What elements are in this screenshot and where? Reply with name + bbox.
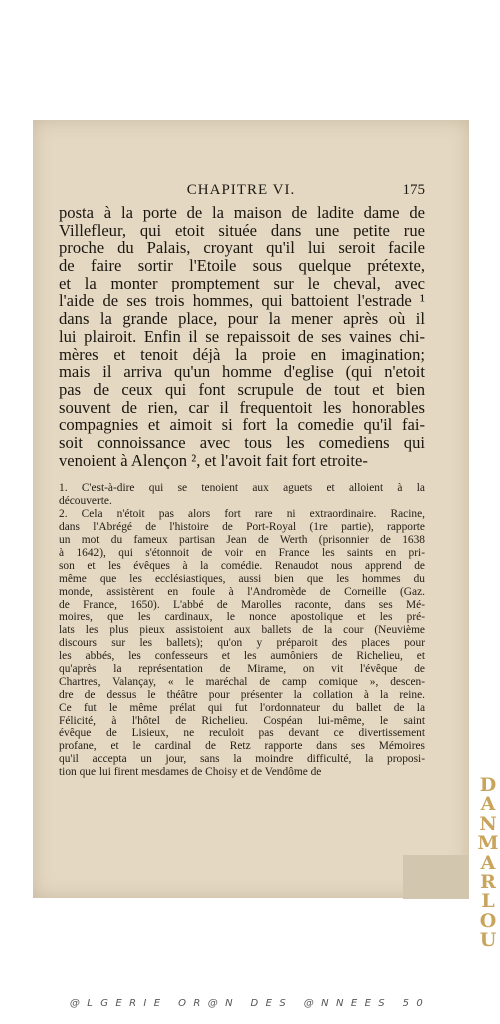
- text-line: dans la grande place, pour la mener après où il: [59, 310, 425, 328]
- text-line: Villefleur, qui etoit située dans une petite rue: [59, 221, 425, 240]
- footnotes: [59, 482, 425, 779]
- text-line: de faire sortir l'Etoile sous quelque prétexte,: [59, 257, 425, 275]
- footnote-line: dans l'Abrégé de l'histoire de Port-Royal (1re partie), rapporte: [59, 521, 425, 534]
- footnote-line: évêque de Lisieux, ne reculoit pas devant ce divertissement: [59, 727, 425, 740]
- footnote-line: dre de dessus le théâtre pour présenter la collation à la reine.: [59, 688, 425, 701]
- watermark-letter: O: [479, 909, 497, 932]
- footnote-line: découverte.: [59, 494, 112, 507]
- footnote-line: son et les évêques à la comédie. Renaudot nous apprend de: [59, 559, 425, 572]
- footnote-line: qu'il accepta un jour, sans la moindre difficulté, la proposi-: [59, 753, 425, 766]
- watermark-letter: N: [479, 812, 497, 835]
- footnote-line: Ce fut le même prélat qui fut l'ordonnateur du ballet de la: [59, 701, 425, 714]
- watermark-letter: A: [480, 793, 496, 816]
- footnote-line: moires, que les cardinaux, le nonce apostolique et les pré-: [59, 611, 425, 624]
- chapter-title: CHAPITRE VI.: [186, 182, 296, 198]
- watermark-letter: D: [479, 774, 497, 796]
- footnote-line: lats les plus pieux assistoient aux ballets de la cour (Neuvième: [59, 624, 425, 637]
- watermark-letter: A: [480, 851, 496, 874]
- text-line: lui plairoit. Enfin il se repaissoit de ses vaines chi-: [59, 327, 425, 346]
- text-line: mais il arriva qu'un homme d'eglise (qui n'etoit: [59, 363, 425, 381]
- watermark-vertical: [477, 776, 499, 951]
- footnote-line: profane, et le cardinal de Retz rapporte dans ses Mémoires: [59, 740, 425, 753]
- book-page: [33, 120, 469, 898]
- watermark-letter: U: [479, 929, 497, 952]
- footnote-line: 2. Cela n'étoit pas alors fort rare ni extraordinaire. Racine,: [59, 508, 425, 521]
- text-line: et la monter promptement sur le cheval, avec: [59, 274, 425, 293]
- footnote-line: les abbés, les confesseurs et les aumôniers de Richelieu, et: [59, 650, 425, 663]
- footnote-line: Félicité, à l'hôtel de Richelieu. Cospéan lui-même, le saint: [59, 714, 425, 727]
- text-line: posta à la porte de la maison de ladite dame de: [59, 204, 425, 222]
- watermark-letter: L: [481, 890, 495, 913]
- text-line: pas de ceux qui font scrupule de tout et bien: [59, 380, 425, 399]
- footnote-line: de France, 1650). L'abbé de Marolles raconte, dans ses Mé-: [59, 598, 425, 611]
- footnote-line: qu'après la représentation de Mirame, on vit l'évêque de: [59, 662, 425, 675]
- text-line: venoient à Alençon ², et l'avoit fait fort etroite-: [59, 451, 368, 470]
- text-line: proche du Palais, croyant qu'il lui seroit facile: [59, 239, 425, 258]
- running-header: [57, 182, 425, 202]
- text-line: souvent de rien, car il frequentoit les honorables: [59, 398, 425, 417]
- text-line: mères et tenoit déjà la proie en imagination;: [59, 345, 425, 364]
- footnote-line: à 1642), qui s'étonnoit de voir en France les saints en pri-: [59, 546, 425, 559]
- footnote-line: un mot du fameux partisan Jean de Werth (prisonnier de 1638: [59, 534, 425, 547]
- footnote-line: même que les ecclésiastiques, aussi bien que les hommes du: [59, 572, 425, 585]
- text-line: soit connoissance avec tous les comediens qui: [59, 433, 425, 452]
- watermark-bottom: @LGERIE OR@N DES @NNEES 50: [69, 998, 431, 1009]
- footnote-line: Chartres, Valançay, « le maréchal de camp comique », descen-: [59, 675, 425, 688]
- watermark-letter: R: [480, 871, 496, 894]
- page-tab-shade: [403, 855, 469, 899]
- footnote-line: monde, assistèrent en foule à l'Andromède de Corneille (Gaz.: [59, 585, 425, 598]
- body-text: [59, 204, 425, 469]
- text-line: compagnies et aimoit si fort la comedie qu'il fai-: [59, 416, 425, 434]
- page-number: 175: [402, 182, 425, 198]
- footnote-line: tion que lui firent mesdames de Choisy et de Vendôme de: [59, 766, 322, 779]
- footnote-line: discours sur les ballets); qu'on y préparoit des places pour: [59, 637, 425, 650]
- text-line: l'aide de ses trois hommes, qui battoient l'estrade ¹: [59, 292, 425, 311]
- footnote-line: 1. C'est-à-dire qui se tenoient aux aguets et alloient à la: [59, 482, 425, 494]
- watermark-letter: M: [477, 832, 499, 855]
